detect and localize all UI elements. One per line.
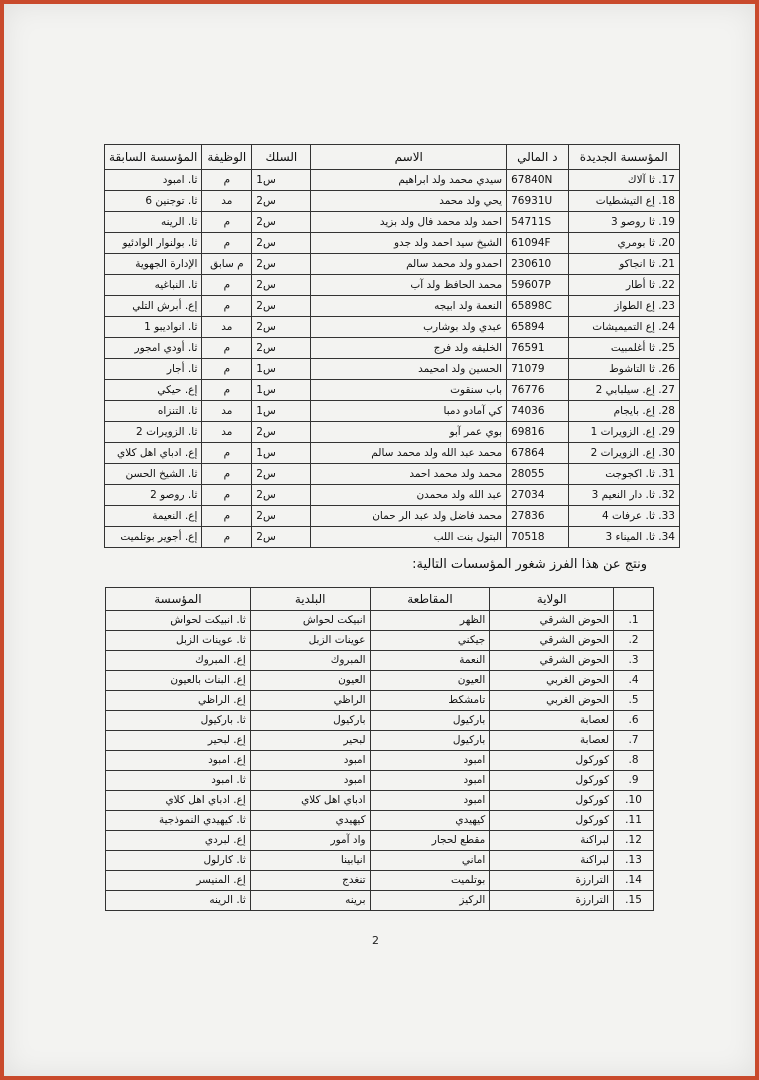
table-row	[105, 317, 680, 338]
commune-cell: انبيكت لحواش	[250, 611, 370, 631]
page-number: 2	[372, 934, 379, 947]
moughataa-cell: اماني	[370, 851, 490, 871]
wilaya-cell: لعصابة	[490, 711, 614, 731]
previous-institution-cell: ثا. بولنوار الوادئيو	[105, 233, 202, 254]
vacancy-table	[105, 587, 654, 911]
function-cell: م	[202, 296, 252, 317]
moughataa-cell: الركيز	[370, 891, 490, 911]
institution-cell: ثا. باركيول	[106, 711, 251, 731]
function-cell: م	[202, 380, 252, 401]
institution-cell: إع. ادباي اهل كلاي	[106, 791, 251, 811]
index-cell: 8.	[614, 751, 654, 771]
header-name: الاسم	[311, 145, 507, 170]
financial-id-cell: 54711S	[507, 212, 569, 233]
commune-cell: لبحير	[250, 731, 370, 751]
table-row	[106, 611, 654, 631]
name-cell: محمد ولد محمد احمد	[311, 464, 507, 485]
commune-cell: الراظي	[250, 691, 370, 711]
index-cell: 15.	[614, 891, 654, 911]
table-row	[105, 170, 680, 191]
new-institution-cell: 26. ثا التاشوط	[568, 359, 679, 380]
moughataa-cell: امبود	[370, 751, 490, 771]
corps-cell: س2	[252, 506, 311, 527]
previous-institution-cell: ثا. توجنين 6	[105, 191, 202, 212]
name-cell: يحي ولد محمد	[311, 191, 507, 212]
table-row	[105, 191, 680, 212]
moughataa-cell: امبود	[370, 791, 490, 811]
wilaya-cell: لعصابة	[490, 731, 614, 751]
moughataa-cell: بوتلميت	[370, 871, 490, 891]
function-cell: م	[202, 233, 252, 254]
financial-id-cell: 76776	[507, 380, 569, 401]
name-cell: الحسين ولد امحيمد	[311, 359, 507, 380]
header-institution: المؤسسة	[106, 588, 251, 611]
institution-cell: إع. امبود	[106, 751, 251, 771]
corps-cell: س1	[252, 170, 311, 191]
corps-cell: س1	[252, 380, 311, 401]
commune-cell: امبود	[250, 751, 370, 771]
header-new-institution: المؤسسة الجديدة	[568, 145, 679, 170]
table-row	[105, 464, 680, 485]
function-cell: م	[202, 485, 252, 506]
function-cell: م	[202, 527, 252, 548]
index-cell: 7.	[614, 731, 654, 751]
previous-institution-cell: إع. أبرش التلي	[105, 296, 202, 317]
wilaya-cell: الترارزة	[490, 871, 614, 891]
new-institution-cell: 29. إع. الزويرات 1	[568, 422, 679, 443]
new-institution-cell: 32. ثا. دار النعيم 3	[568, 485, 679, 506]
financial-id-cell: 74036	[507, 401, 569, 422]
function-cell: مد	[202, 401, 252, 422]
index-cell: 11.	[614, 811, 654, 831]
financial-id-cell: 27836	[507, 506, 569, 527]
table-row	[106, 711, 654, 731]
function-cell: م	[202, 443, 252, 464]
new-institution-cell: 19. ثا روصو 3	[568, 212, 679, 233]
commune-cell: واد آمور	[250, 831, 370, 851]
commune-cell: امبود	[250, 771, 370, 791]
previous-institution-cell: إع. ادباي اهل كلاي	[105, 443, 202, 464]
corps-cell: س2	[252, 275, 311, 296]
new-institution-cell: 30. إع. الزويرات 2	[568, 443, 679, 464]
table-row	[106, 731, 654, 751]
name-cell: عبدي ولد بوشارب	[311, 317, 507, 338]
corps-cell: س2	[252, 338, 311, 359]
moughataa-cell: مقطع لحجار	[370, 831, 490, 851]
table-row	[106, 691, 654, 711]
corps-cell: س1	[252, 359, 311, 380]
institution-cell: إع. البنات بالعيون	[106, 671, 251, 691]
financial-id-cell: 76931U	[507, 191, 569, 212]
financial-id-cell: 70518	[507, 527, 569, 548]
previous-institution-cell: إع. أجوير بوتلميت	[105, 527, 202, 548]
corps-cell: س2	[252, 485, 311, 506]
institution-cell: إع. الراظي	[106, 691, 251, 711]
function-cell: م سابق	[202, 254, 252, 275]
commune-cell: انيابينا	[250, 851, 370, 871]
table-row	[105, 401, 680, 422]
corps-cell: س2	[252, 317, 311, 338]
transfer-table	[104, 144, 680, 548]
header-wilaya: الولاية	[490, 588, 614, 611]
institution-cell: إع. لبحير	[106, 731, 251, 751]
table-row	[106, 871, 654, 891]
corps-cell: س2	[252, 212, 311, 233]
corps-cell: س2	[252, 527, 311, 548]
name-cell: محمد عبد الله ولد محمد سالم	[311, 443, 507, 464]
previous-institution-cell: إع. النعيمة	[105, 506, 202, 527]
table-row	[106, 891, 654, 911]
table-row	[105, 380, 680, 401]
function-cell: م	[202, 338, 252, 359]
moughataa-cell: جيكني	[370, 631, 490, 651]
institution-cell: ثا. انبيكت لحواش	[106, 611, 251, 631]
table-row	[106, 651, 654, 671]
institution-cell: ثا. امبود	[106, 771, 251, 791]
institution-cell: ثا. عوينات الزبل	[106, 631, 251, 651]
previous-institution-cell: إع. حيكي	[105, 380, 202, 401]
previous-institution-cell: ثا. روصو 2	[105, 485, 202, 506]
index-cell: 3.	[614, 651, 654, 671]
function-cell: م	[202, 506, 252, 527]
index-cell: 2.	[614, 631, 654, 651]
new-institution-cell: 25. ثا أغلمبيت	[568, 338, 679, 359]
financial-id-cell: 28055	[507, 464, 569, 485]
commune-cell: ادباي اهل كلاي	[250, 791, 370, 811]
corps-cell: س1	[252, 443, 311, 464]
name-cell: بوي عمر آبو	[311, 422, 507, 443]
moughataa-cell: الظهر	[370, 611, 490, 631]
name-cell: سيدي محمد ولد ابراهيم	[311, 170, 507, 191]
wilaya-cell: الحوض الغربي	[490, 691, 614, 711]
table-row	[105, 506, 680, 527]
financial-id-cell: 65894	[507, 317, 569, 338]
index-cell: 10.	[614, 791, 654, 811]
corps-cell: س2	[252, 254, 311, 275]
wilaya-cell: كوركول	[490, 751, 614, 771]
previous-institution-cell: ثا. الشيخ الحسن	[105, 464, 202, 485]
commune-cell: المبروك	[250, 651, 370, 671]
financial-id-cell: 69816	[507, 422, 569, 443]
index-cell: 5.	[614, 691, 654, 711]
wilaya-cell: الترارزة	[490, 891, 614, 911]
new-institution-cell: 18. إع التيشطيات	[568, 191, 679, 212]
new-institution-cell: 22. ثا أطار	[568, 275, 679, 296]
moughataa-cell: كيهيدي	[370, 811, 490, 831]
new-institution-cell: 21. ثا انجاكو	[568, 254, 679, 275]
corps-cell: س1	[252, 401, 311, 422]
previous-institution-cell: ثا. النباغيه	[105, 275, 202, 296]
new-institution-cell: 34. ثا. الميناء 3	[568, 527, 679, 548]
moughataa-cell: باركيول	[370, 731, 490, 751]
transfer-table-header	[105, 145, 680, 170]
table-row	[105, 296, 680, 317]
corps-cell: س2	[252, 233, 311, 254]
index-cell: 14.	[614, 871, 654, 891]
previous-institution-cell: ثا. الزويرات 2	[105, 422, 202, 443]
name-cell: محمد الحافظ ولد آب	[311, 275, 507, 296]
new-institution-cell: 28. إع. بايجام	[568, 401, 679, 422]
vacancy-note: ونتج عن هذا الفرز شغور المؤسسات التالية:	[412, 557, 647, 572]
wilaya-cell: الحوض الشرقي	[490, 631, 614, 651]
financial-id-cell: 27034	[507, 485, 569, 506]
function-cell: مد	[202, 317, 252, 338]
wilaya-cell: الحوض الشرقي	[490, 651, 614, 671]
table-row	[106, 811, 654, 831]
financial-id-cell: 71079	[507, 359, 569, 380]
new-institution-cell: 20. ثا بومري	[568, 233, 679, 254]
financial-id-cell: 65898C	[507, 296, 569, 317]
header-financial-id: د المالي	[507, 145, 569, 170]
previous-institution-cell: ثا. أودي امجور	[105, 338, 202, 359]
table-row	[105, 233, 680, 254]
commune-cell: العيون	[250, 671, 370, 691]
index-cell: 4.	[614, 671, 654, 691]
table-row	[105, 422, 680, 443]
table-row	[105, 527, 680, 548]
document-page	[4, 4, 755, 1076]
wilaya-cell: كوركول	[490, 771, 614, 791]
moughataa-cell: العيون	[370, 671, 490, 691]
name-cell: الشيخ سيد احمد ولد جدو	[311, 233, 507, 254]
index-cell: 13.	[614, 851, 654, 871]
wilaya-cell: لبراكنة	[490, 851, 614, 871]
table-row	[105, 443, 680, 464]
table-row	[106, 631, 654, 651]
wilaya-cell: الحوض الغربي	[490, 671, 614, 691]
institution-cell: إع. المنيسر	[106, 871, 251, 891]
header-index	[614, 588, 654, 611]
institution-cell: ثا. كيهيدي النموذجية	[106, 811, 251, 831]
commune-cell: كيهيدي	[250, 811, 370, 831]
moughataa-cell: تامشكط	[370, 691, 490, 711]
name-cell: احمد ولد محمد فال ولد بزيد	[311, 212, 507, 233]
table-row	[106, 671, 654, 691]
financial-id-cell: 59607P	[507, 275, 569, 296]
name-cell: كي آمادو دمبا	[311, 401, 507, 422]
wilaya-cell: الحوض الشرقي	[490, 611, 614, 631]
function-cell: م	[202, 464, 252, 485]
previous-institution-cell: ثا. أجار	[105, 359, 202, 380]
index-cell: 12.	[614, 831, 654, 851]
corps-cell: س2	[252, 296, 311, 317]
commune-cell: عوينات الزبل	[250, 631, 370, 651]
function-cell: مد	[202, 191, 252, 212]
table-row	[106, 771, 654, 791]
wilaya-cell: لبراكنة	[490, 831, 614, 851]
index-cell: 6.	[614, 711, 654, 731]
previous-institution-cell: ثا. الرينه	[105, 212, 202, 233]
corps-cell: س2	[252, 464, 311, 485]
table-row	[106, 851, 654, 871]
wilaya-cell: كوركول	[490, 791, 614, 811]
vacancy-table-header	[106, 588, 654, 611]
table-row	[105, 275, 680, 296]
table-row	[105, 212, 680, 233]
header-moughataa: المقاطعة	[370, 588, 490, 611]
financial-id-cell: 61094F	[507, 233, 569, 254]
corps-cell: س2	[252, 191, 311, 212]
name-cell: الخليفه ولد فرج	[311, 338, 507, 359]
previous-institution-cell: ثا. انوادیبو 1	[105, 317, 202, 338]
function-cell: مد	[202, 422, 252, 443]
header-function: الوظيفة	[202, 145, 252, 170]
previous-institution-cell: ثا. امبود	[105, 170, 202, 191]
function-cell: م	[202, 170, 252, 191]
name-cell: احمدو ولد محمد سالم	[311, 254, 507, 275]
table-row	[106, 791, 654, 811]
new-institution-cell: 24. إع التميميشات	[568, 317, 679, 338]
function-cell: م	[202, 212, 252, 233]
new-institution-cell: 23. إع الطواز	[568, 296, 679, 317]
previous-institution-cell: ثا. التنزاه	[105, 401, 202, 422]
commune-cell: تنغدج	[250, 871, 370, 891]
financial-id-cell: 67840N	[507, 170, 569, 191]
new-institution-cell: 33. ثا. عرفات 4	[568, 506, 679, 527]
index-cell: 1.	[614, 611, 654, 631]
institution-cell: إع. لبردي	[106, 831, 251, 851]
financial-id-cell: 76591	[507, 338, 569, 359]
moughataa-cell: النعمة	[370, 651, 490, 671]
new-institution-cell: 31. ثا. اكجوجت	[568, 464, 679, 485]
function-cell: م	[202, 275, 252, 296]
moughataa-cell: باركيول	[370, 711, 490, 731]
table-row	[105, 359, 680, 380]
name-cell: محمد فاضل ولد عبد الر حمان	[311, 506, 507, 527]
name-cell: عبد الله ولد محمدن	[311, 485, 507, 506]
financial-id-cell: 67864	[507, 443, 569, 464]
index-cell: 9.	[614, 771, 654, 791]
name-cell: النعمة ولد ابيجه	[311, 296, 507, 317]
table-row	[106, 751, 654, 771]
table-row	[106, 831, 654, 851]
table-row	[105, 254, 680, 275]
name-cell: باب سنقوت	[311, 380, 507, 401]
table-row	[105, 338, 680, 359]
new-institution-cell: 17. ثا آلاك	[568, 170, 679, 191]
function-cell: م	[202, 359, 252, 380]
corps-cell: س2	[252, 422, 311, 443]
wilaya-cell: كوركول	[490, 811, 614, 831]
commune-cell: برينه	[250, 891, 370, 911]
commune-cell: باركيول	[250, 711, 370, 731]
institution-cell: ثا. الرينه	[106, 891, 251, 911]
header-corps: السلك	[252, 145, 311, 170]
previous-institution-cell: الإدارة الجهوية	[105, 254, 202, 275]
institution-cell: إع. المبروك	[106, 651, 251, 671]
financial-id-cell: 230610	[507, 254, 569, 275]
header-previous-institution: المؤسسة السابقة	[105, 145, 202, 170]
moughataa-cell: امبود	[370, 771, 490, 791]
table-row	[105, 485, 680, 506]
new-institution-cell: 27. إع. سيلبابي 2	[568, 380, 679, 401]
header-commune: البلدية	[250, 588, 370, 611]
institution-cell: ثا. كارلول	[106, 851, 251, 871]
name-cell: البتول بنت اللب	[311, 527, 507, 548]
